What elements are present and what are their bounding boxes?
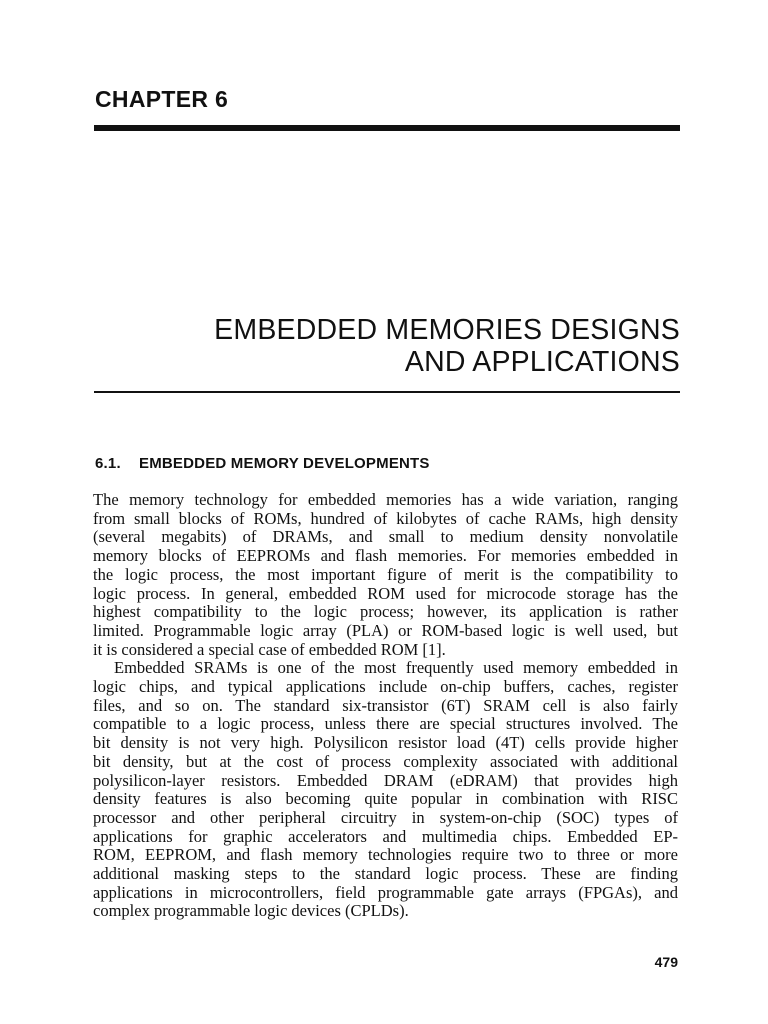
text-line: the logic process, the most important figure of merit is the compatibility to bbox=[93, 564, 678, 584]
text-line: Embedded SRAMs is one of the most frequently used memory embedded in bbox=[114, 658, 678, 678]
text-line: files, and so on. The standard six-transistor (6T) SRAM cell is also fairly bbox=[93, 695, 678, 715]
section-heading bbox=[95, 455, 430, 472]
chapter-title-line-2: AND APPLICATIONS bbox=[404, 346, 680, 378]
text-line: it is considered a special case of embedded ROM [1]. bbox=[93, 639, 446, 659]
section-number: 6.1. bbox=[95, 455, 121, 472]
text-line: logic process. In general, embedded ROM used for microcode storage has the bbox=[93, 583, 678, 603]
title-rule bbox=[94, 391, 680, 393]
text-line: ROM, EEPROM, and flash memory technologies require two to three or more bbox=[93, 845, 678, 865]
text-line: highest compatibility to the logic process; however, its application is rather bbox=[93, 602, 678, 622]
text-line: additional masking steps to the standard logic process. These are finding bbox=[93, 864, 678, 884]
text-line: applications for graphic accelerators and multimedia chips. Embedded EP- bbox=[93, 826, 678, 846]
text-line: complex programmable logic devices (CPLDs). bbox=[93, 901, 409, 921]
text-line: from small blocks of ROMs, hundred of kilobytes of cache RAMs, high density bbox=[93, 508, 678, 528]
text-line: compatible to a logic process, unless there are special structures involved. The bbox=[93, 714, 678, 734]
text-line: (several megabits) of DRAMs, and small to medium density nonvolatile bbox=[93, 527, 678, 547]
paragraph-1 bbox=[93, 491, 678, 659]
paragraph-2 bbox=[93, 659, 678, 921]
text-line: polysilicon-layer resistors. Embedded DRAM (eDRAM) that provides high bbox=[93, 770, 678, 790]
chapter-title bbox=[94, 314, 680, 378]
text-line: bit density is not very high. Polysilicon resistor load (4T) cells provide higher bbox=[93, 733, 678, 753]
page-number: 479 bbox=[654, 954, 678, 970]
text-line: processor and other peripheral circuitry in system-on-chip (SOC) types of bbox=[93, 807, 678, 827]
chapter-title-line-1: EMBEDDED MEMORIES DESIGNS bbox=[214, 314, 680, 346]
text-line: applications in microcontrollers, field programmable gate arrays (FPGAs), and bbox=[93, 882, 678, 902]
section-title: EMBEDDED MEMORY DEVELOPMENTS bbox=[139, 455, 430, 472]
chapter-label: CHAPTER 6 bbox=[95, 86, 229, 112]
text-line: density features is also becoming quite popular in combination with RISC bbox=[93, 789, 678, 809]
chapter-rule bbox=[94, 125, 680, 131]
text-line: logic chips, and typical applications include on-chip buffers, caches, register bbox=[93, 677, 678, 697]
body-text bbox=[93, 491, 678, 921]
text-line: The memory technology for embedded memories has a wide variation, ranging bbox=[93, 490, 678, 509]
text-line: memory blocks of EEPROMs and flash memories. For memories embedded in bbox=[93, 546, 678, 566]
text-line: limited. Programmable logic array (PLA) or ROM-based logic is well used, but bbox=[93, 620, 678, 640]
text-line: bit density, but at the cost of process complexity associated with additional bbox=[93, 751, 678, 771]
